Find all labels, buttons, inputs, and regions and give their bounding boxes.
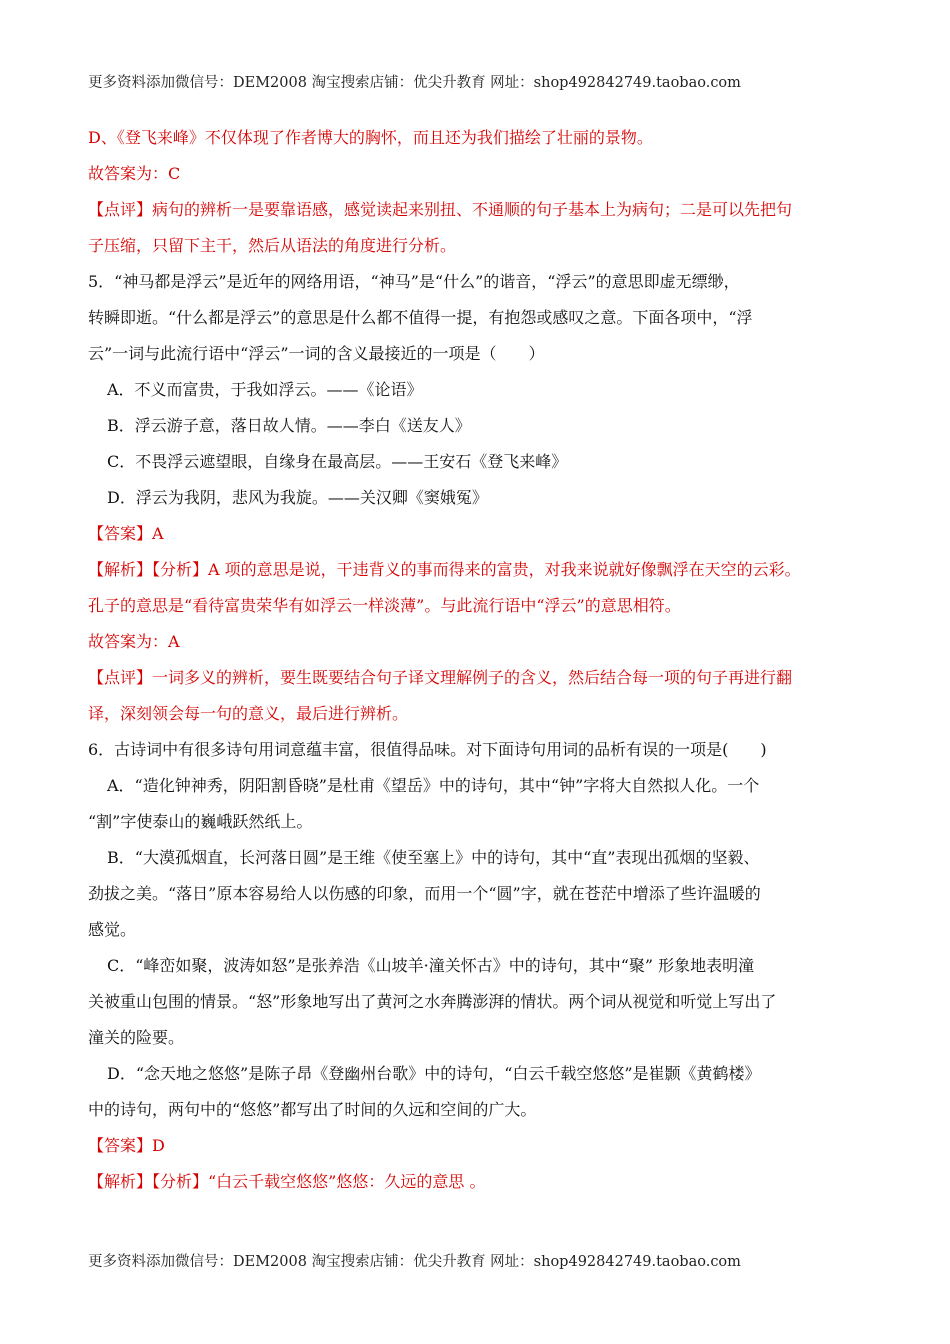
text-line: 孔子的意思是“看待富贵荣华有如浮云一样淡薄”。与此流行语中“浮云”的意思相符。 bbox=[88, 596, 681, 615]
text-line: 【答案】D bbox=[88, 1136, 165, 1155]
text-line: 【答案】A bbox=[88, 524, 164, 543]
text-line: A．不义而富贵，于我如浮云。——《论语》 bbox=[107, 380, 423, 399]
text-line: D、《登飞来峰》不仅体现了作者博大的胸怀，而且还为我们描绘了壮丽的景物。 bbox=[88, 128, 653, 147]
page-header: 更多资料添加微信号：DEM2008 淘宝搜索店铺：优尖升教育 网址：shop492842749.taobao.com bbox=[88, 75, 741, 91]
text-line: 【解析】【分析】“白云千载空悠悠”悠悠：久远的意思 。 bbox=[88, 1172, 486, 1191]
text-line: 子压缩，只留下主干，然后从语法的角度进行分析。 bbox=[88, 236, 457, 255]
text-line: B．浮云游子意，落日故人情。——李白《送友人》 bbox=[107, 416, 471, 435]
text-line: 5．“神马都是浮云”是近年的网络用语，“神马”是“什么”的谐音，“浮云”的意思即虚无缥缈， bbox=[88, 272, 740, 291]
text-line: 译，深刻领会每一句的意义，最后进行辨析。 bbox=[88, 704, 409, 723]
text-line: 中的诗句，两句中的“悠悠”都写出了时间的久远和空间的广大。 bbox=[88, 1100, 537, 1119]
text-line: D．浮云为我阴，悲风为我旋。——关汉卿《窦娥冤》 bbox=[107, 488, 488, 507]
text-line: 【解析】【分析】A 项的意思是说，干违背义的事而得来的富贵，对我来说就好像飘浮在天空的云彩。 bbox=[88, 560, 801, 579]
page-footer: 更多资料添加微信号：DEM2008 淘宝搜索店铺：优尖升教育 网址：shop492842749.taobao.com bbox=[88, 1254, 741, 1270]
text-line: D．“念天地之悠悠”是陈子昂《登幽州台歌》中的诗句，“白云千载空悠悠”是崔颢《黄鹤楼》 bbox=[107, 1064, 761, 1083]
text-line: 感觉。 bbox=[88, 920, 137, 939]
text-line: 6．古诗词中有很多诗句用词意蕴丰富，很值得品味。对下面诗句用词的品析有误的一项是( ) bbox=[88, 740, 767, 759]
document-body bbox=[88, 120, 862, 1200]
text-line: 潼关的险要。 bbox=[88, 1028, 185, 1047]
text-line: C．“峰峦如聚，波涛如怒”是张养浩《山坡羊·潼关怀古》中的诗句，其中“聚” 形象地表明潼 bbox=[107, 956, 755, 975]
text-line: 转瞬即逝。“什么都是浮云”的意思是什么都不值得一提，有抱怨或感叹之意。下面各项中，“浮 bbox=[88, 308, 753, 327]
text-line: 云”一词与此流行语中“浮云”一词的含义最接近的一项是（ ） bbox=[88, 344, 545, 363]
text-line: C．不畏浮云遮望眼，自缘身在最高层。——王安石《登飞来峰》 bbox=[107, 452, 568, 471]
text-line: 劲拔之美。“落日”原本容易给人以伤感的印象，而用一个“圆”字，就在苍茫中增添了些许温暖的 bbox=[88, 884, 761, 903]
text-line: 【点评】一词多义的辨析，要生既要结合句子译文理解例子的含义，然后结合每一项的句子再进行翻 bbox=[88, 668, 793, 687]
text-line: 【点评】病句的辨析一是要靠语感，感觉读起来别扭、不通顺的句子基本上为病句；二是可以先把句 bbox=[88, 200, 793, 219]
text-line: 故答案为：C bbox=[88, 164, 181, 183]
text-line: A．“造化钟神秀，阴阳割昏晓”是杜甫《望岳》中的诗句，其中“钟”字将大自然拟人化。一个 bbox=[107, 776, 760, 795]
text-line: “割”字使泰山的巍峨跃然纸上。 bbox=[88, 812, 313, 831]
text-line: 故答案为：A bbox=[88, 632, 180, 651]
text-line: B．“大漠孤烟直，长河落日圆”是王维《使至塞上》中的诗句，其中“直”表现出孤烟的坚毅、 bbox=[107, 848, 760, 867]
text-line: 关被重山包围的情景。“怒”形象地写出了黄河之水奔腾澎湃的情状。两个词从视觉和听觉上写出了 bbox=[88, 992, 777, 1011]
